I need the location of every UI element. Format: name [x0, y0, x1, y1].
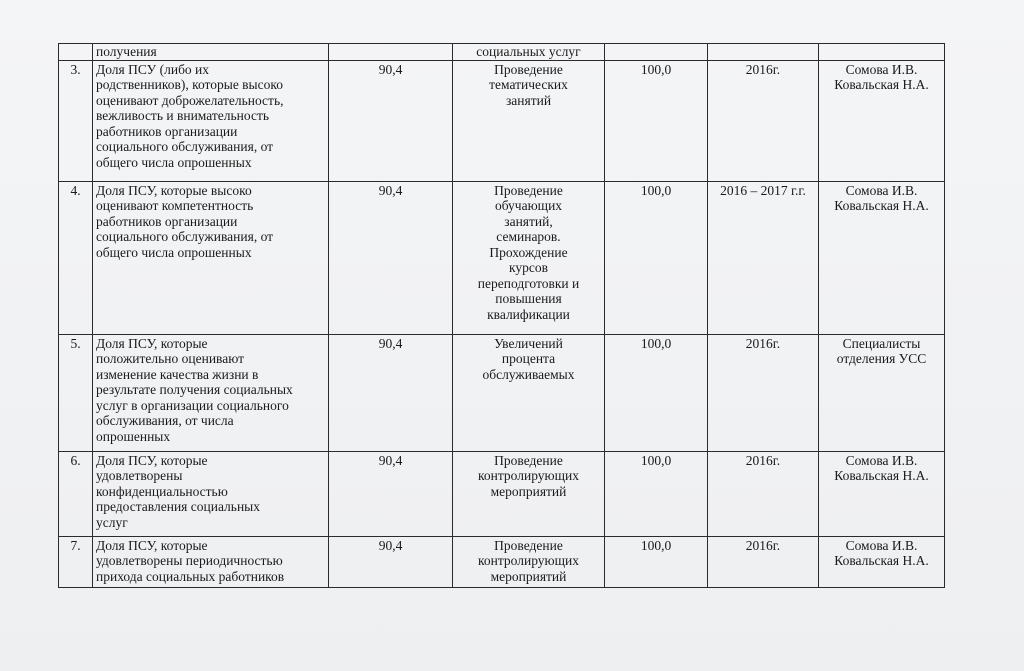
- target-cell: [605, 536, 708, 587]
- row-number-text: 3.: [70, 61, 81, 77]
- indicator-line: услуг в организации социального: [96, 397, 289, 413]
- activity-line: мероприятий: [490, 483, 567, 499]
- indicator-cell: [93, 60, 329, 181]
- indicator-line: конфиденциальностью: [96, 483, 228, 499]
- indicator-line: родственников), которые высоко: [96, 77, 283, 92]
- indicator-line: услуг: [96, 514, 128, 530]
- activity-line: повышения: [495, 291, 562, 306]
- indicator-line: общего числа опрошенных: [96, 154, 252, 170]
- table-row: [59, 181, 945, 334]
- activity-line: Проведение: [494, 182, 563, 198]
- indicator-line: удовлетворены периодичностью: [96, 553, 283, 568]
- indicator-line: работников организации: [96, 123, 238, 139]
- activity-cell: [453, 60, 605, 181]
- indicator-line: опрошенных: [96, 428, 171, 444]
- indicator-line: Доля ПСУ (либо их: [96, 61, 210, 77]
- responsible-cell: [819, 334, 945, 451]
- target-text: 100,0: [640, 182, 672, 198]
- responsible-line: Сомова И.В.: [845, 182, 918, 198]
- activity-line: занятий: [505, 92, 552, 108]
- indicator-line: Доля ПСУ, которые высоко: [96, 182, 252, 198]
- indicator-line: работников организации: [96, 213, 238, 229]
- activity-line: Проведение: [494, 537, 563, 553]
- table-row: [59, 451, 945, 536]
- indicator-cell: [93, 536, 329, 587]
- responsible-line: Ковальская Н.А.: [834, 198, 929, 213]
- indicator-line: Доля ПСУ, которые: [96, 452, 208, 468]
- date-cell: [708, 60, 819, 181]
- value-text: 90,4: [378, 537, 403, 553]
- responsible-line: Ковальская Н.А.: [834, 77, 929, 92]
- value-cell: [329, 181, 453, 334]
- indicator-cell: [93, 334, 329, 451]
- row-number-text: 6.: [70, 452, 81, 468]
- activity-line: занятий,: [504, 213, 553, 229]
- activity-line: Проведение: [494, 452, 563, 468]
- responsible-line: Ковальская Н.А.: [834, 553, 929, 568]
- date-text: 2016г.: [745, 335, 781, 351]
- indicator-text: получения: [96, 44, 157, 59]
- activity-line: тематических: [489, 77, 568, 92]
- value-text: 90,4: [378, 335, 403, 351]
- value-text: 90,4: [378, 61, 403, 77]
- responsible-cell: [819, 451, 945, 536]
- responsible-cell: [819, 60, 945, 181]
- target-text: 100,0: [640, 452, 672, 468]
- target-cell: [605, 44, 708, 61]
- date-text: 2016г.: [745, 537, 781, 553]
- responsible-line: отделения УСС: [836, 351, 927, 366]
- indicator-line: прихода социальных работников: [96, 568, 285, 584]
- indicator-line: оценивают доброжелательность,: [96, 92, 284, 108]
- date-cell: [708, 181, 819, 334]
- activity-line: квалификации: [487, 306, 570, 322]
- indicator-line: вежливость и внимательность: [96, 108, 270, 123]
- activity-cell: [453, 181, 605, 334]
- responsible-cell: [819, 181, 945, 334]
- indicator-line: обслуживания, от числа: [96, 413, 234, 428]
- activity-line: семинаров.: [496, 229, 561, 244]
- date-cell: [708, 44, 819, 61]
- activity-cell: [453, 44, 605, 61]
- activity-line: переподготовки и: [477, 275, 580, 291]
- target-text: 100,0: [640, 61, 672, 77]
- target-text: 100,0: [640, 335, 672, 351]
- indicator-line: Доля ПСУ, которые: [96, 537, 208, 553]
- row-number-text: 4.: [70, 182, 81, 198]
- activity-line: Прохождение: [489, 244, 568, 260]
- indicator-line: Доля ПСУ, которые: [96, 335, 208, 351]
- activity-line: контролирующих: [478, 468, 579, 483]
- row-number-text: 5.: [70, 335, 81, 351]
- responsible-cell: [819, 536, 945, 587]
- responsible-line: Сомова И.В.: [845, 452, 918, 468]
- activity-line: процента: [501, 351, 556, 366]
- table-row: [59, 536, 945, 587]
- responsible-line: Сомова И.В.: [845, 61, 918, 77]
- activity-text: социальных услуг: [476, 44, 581, 59]
- value-cell: [329, 44, 453, 61]
- indicator-line: общего числа опрошенных: [96, 244, 252, 260]
- target-cell: [605, 60, 708, 181]
- target-cell: [605, 334, 708, 451]
- activity-line: обслуживаемых: [482, 366, 575, 382]
- responsible-line: Сомова И.В.: [845, 537, 918, 553]
- table-row-continuation: [59, 44, 945, 61]
- indicator-line: социального обслуживания, от: [96, 139, 274, 154]
- action-plan-table: [58, 43, 945, 588]
- value-text: 90,4: [378, 452, 403, 468]
- row-number-cell: [59, 181, 93, 334]
- value-cell: [329, 60, 453, 181]
- table-row: [59, 334, 945, 451]
- row-number-text: 7.: [70, 537, 81, 553]
- activity-line: мероприятий: [490, 568, 567, 584]
- indicator-line: удовлетворены: [96, 468, 183, 483]
- activity-cell: [453, 451, 605, 536]
- indicator-cell: [93, 44, 329, 61]
- target-cell: [605, 451, 708, 536]
- date-cell: [708, 536, 819, 587]
- value-cell: [329, 536, 453, 587]
- value-cell: [329, 334, 453, 451]
- indicator-cell: [93, 451, 329, 536]
- target-cell: [605, 181, 708, 334]
- indicator-line: социального обслуживания, от: [96, 229, 274, 244]
- activity-line: Увеличений: [494, 335, 563, 351]
- responsible-cell: [819, 44, 945, 61]
- row-number-cell: [59, 451, 93, 536]
- activity-line: контролирующих: [478, 553, 579, 568]
- target-text: 100,0: [640, 537, 672, 553]
- activity-line: курсов: [509, 260, 548, 275]
- indicator-line: оценивают компетентность: [96, 198, 254, 213]
- indicator-cell: [93, 181, 329, 334]
- date-text: 2016г.: [745, 61, 781, 77]
- row-number-cell: [59, 60, 93, 181]
- responsible-line: Ковальская Н.А.: [834, 468, 929, 483]
- indicator-line: изменение качества жизни в: [96, 366, 259, 382]
- row-number-cell: [59, 334, 93, 451]
- activity-cell: [453, 334, 605, 451]
- row-number-cell: [59, 536, 93, 587]
- activity-cell: [453, 536, 605, 587]
- value-cell: [329, 451, 453, 536]
- date-text: 2016г.: [745, 452, 781, 468]
- value-text: 90,4: [378, 182, 403, 198]
- table-row: [59, 60, 945, 181]
- date-cell: [708, 451, 819, 536]
- activity-line: Проведение: [494, 61, 563, 77]
- date-cell: [708, 334, 819, 451]
- responsible-line: Специалисты: [842, 335, 921, 351]
- indicator-line: предоставления социальных: [96, 499, 260, 514]
- indicator-line: положительно оценивают: [96, 351, 245, 366]
- num-cell: [59, 44, 93, 61]
- date-text: 2016 – 2017 г.г.: [720, 182, 806, 198]
- indicator-line: результате получения социальных: [96, 382, 293, 397]
- activity-line: обучающих: [494, 198, 563, 213]
